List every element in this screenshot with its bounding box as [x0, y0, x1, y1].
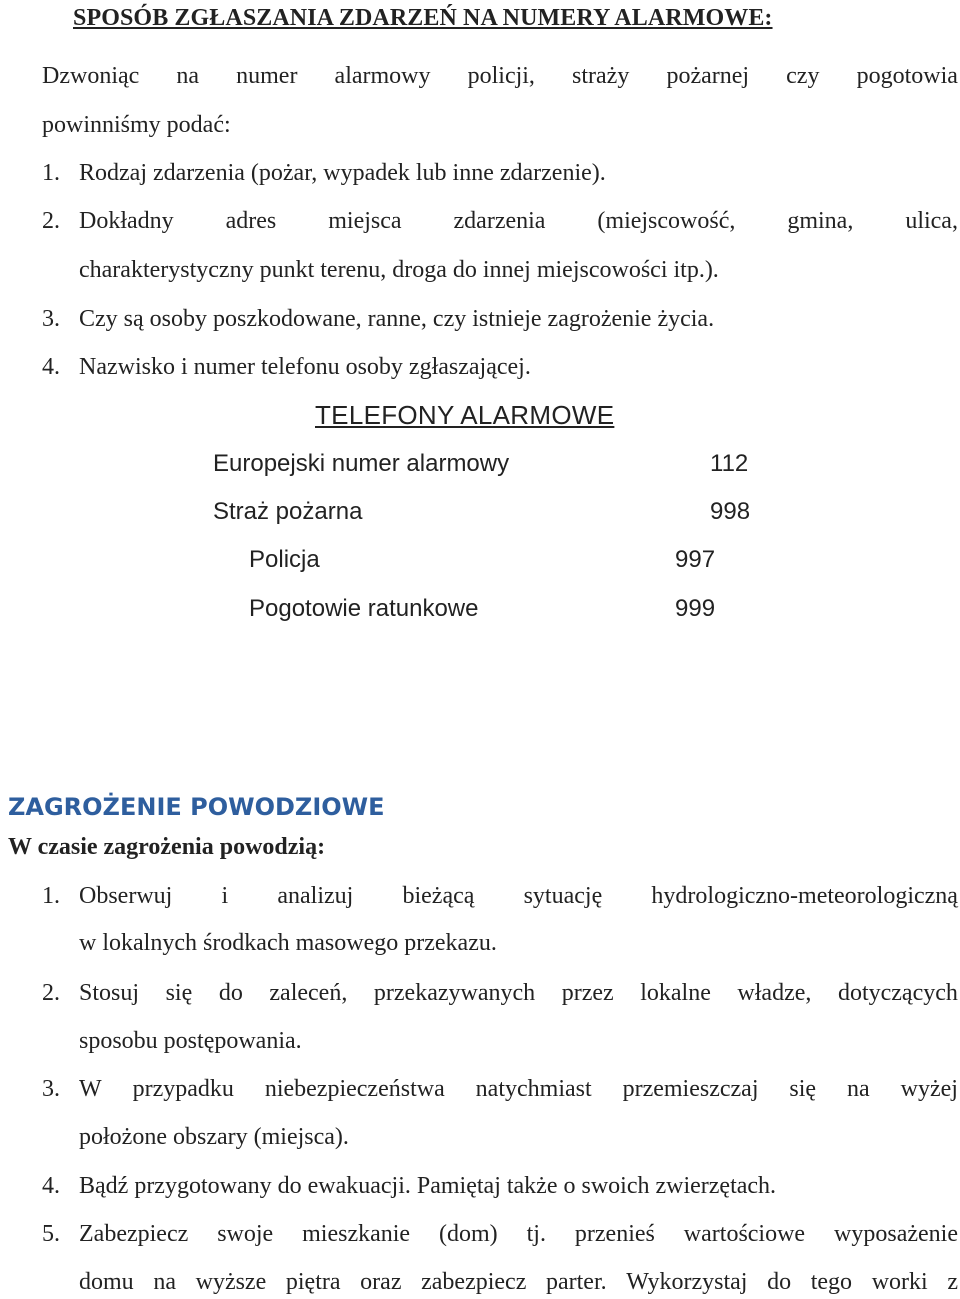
- list-word: tj.: [526, 1221, 546, 1247]
- list-word: się: [165, 980, 193, 1006]
- list-word: zaleceń,: [269, 980, 348, 1006]
- list-word: przez: [561, 980, 614, 1006]
- list-item-text: sposobu postępowania.: [79, 1028, 302, 1054]
- list-word: przypadku: [132, 1076, 234, 1102]
- list-number: 2.: [42, 980, 60, 1006]
- list-word: wyższe: [195, 1269, 267, 1295]
- list-word: ulica,: [905, 208, 958, 234]
- list-word: tego: [810, 1269, 853, 1295]
- list-word: władze,: [737, 980, 812, 1006]
- intro-word: pogotowia: [856, 63, 958, 89]
- list-word: Obserwuj: [79, 883, 173, 909]
- list-word: miejsca: [328, 208, 402, 234]
- flood-section-subtitle: W czasie zagrożenia powodzią:: [8, 834, 326, 860]
- list-word: natychmiast: [475, 1076, 592, 1102]
- phone-entry-name: Straż pożarna: [213, 498, 363, 525]
- phone-entry-number: 998: [710, 498, 751, 525]
- list-word: zdarzenia: [453, 208, 546, 234]
- list-word: na: [153, 1269, 176, 1295]
- list-word: (miejscowość,: [597, 208, 736, 234]
- list-item-text: charakterystyczny punkt terenu, droga do innej miejscowości itp.).: [79, 257, 719, 283]
- list-item-text: [79, 979, 958, 1007]
- list-word: Dokładny: [79, 208, 174, 234]
- list-word: przemieszczaj: [622, 1076, 759, 1102]
- list-number: 2.: [42, 208, 60, 234]
- phone-entry-name: Europejski numer alarmowy: [213, 450, 510, 477]
- intro-word: straży: [572, 63, 630, 89]
- list-number: 1.: [42, 883, 60, 909]
- list-item-text: [79, 1220, 958, 1248]
- list-word: Wykorzystaj: [626, 1269, 748, 1295]
- list-word: wartościowe: [683, 1221, 806, 1247]
- list-word: przenieś: [574, 1221, 655, 1247]
- phones-title: TELEFONY ALARMOWE: [315, 400, 615, 430]
- list-item-text: Rodzaj zdarzenia (pożar, wypadek lub inne zdarzenie).: [79, 160, 606, 186]
- page-title: SPOSÓB ZGŁASZANIA ZDARZEŃ NA NUMERY ALARMOWE:: [73, 5, 773, 31]
- list-word: piętra: [285, 1269, 341, 1295]
- list-word: do: [218, 980, 243, 1006]
- list-number: 3.: [42, 306, 60, 332]
- list-word: adres: [225, 208, 277, 234]
- intro-word: na: [176, 63, 200, 89]
- list-number: 5.: [42, 1221, 60, 1247]
- intro-word: pożarnej: [666, 63, 750, 89]
- list-word: Stosuj: [79, 980, 140, 1006]
- flood-section-title: ZAGROŻENIE POWODZIOWE: [8, 793, 385, 821]
- list-word: dotyczących: [837, 980, 958, 1006]
- list-word: domu: [79, 1269, 134, 1295]
- list-word: mieszkanie: [302, 1221, 411, 1247]
- list-word: analizuj: [277, 883, 354, 909]
- list-word: wyposażenie: [834, 1221, 958, 1247]
- intro-line-2: powinniśmy podać:: [42, 112, 231, 138]
- list-word: worki: [871, 1269, 928, 1295]
- intro-word: policji,: [467, 63, 535, 89]
- list-number: 4.: [42, 354, 60, 380]
- phone-entry-number: 999: [675, 595, 716, 622]
- intro-line-1: [42, 62, 958, 90]
- list-word: W: [79, 1076, 102, 1102]
- list-word: i: [221, 883, 229, 909]
- intro-word: Dzwoniąc: [42, 63, 140, 89]
- list-number: 1.: [42, 160, 60, 186]
- list-item-text: [79, 1075, 958, 1103]
- list-word: wyżej: [900, 1076, 958, 1102]
- list-word: przekazywanych: [373, 980, 536, 1006]
- list-word: oraz: [360, 1269, 402, 1295]
- list-word: Zabezpiecz: [79, 1221, 189, 1247]
- intro-word: numer: [236, 63, 298, 89]
- list-item-text: położone obszary (miejsca).: [79, 1124, 349, 1150]
- list-word: niebezpieczeństwa: [264, 1076, 445, 1102]
- list-word: gmina,: [787, 208, 854, 234]
- list-word: lokalne: [640, 980, 711, 1006]
- phone-entry-name: Pogotowie ratunkowe: [249, 595, 479, 622]
- list-item-text: w lokalnych środkach masowego przekazu.: [79, 930, 497, 956]
- list-word: zabezpiecz: [421, 1269, 527, 1295]
- list-item-text: Czy są osoby poszkodowane, ranne, czy istnieje zagrożenie życia.: [79, 306, 715, 332]
- list-word: (dom): [439, 1221, 498, 1247]
- list-word: swoje: [217, 1221, 274, 1247]
- list-item-text: Nazwisko i numer telefonu osoby zgłaszającej.: [79, 354, 531, 380]
- list-word: do: [767, 1269, 792, 1295]
- list-item-text: [79, 1268, 958, 1296]
- list-word: się: [789, 1076, 817, 1102]
- list-word: bieżącą: [402, 883, 475, 909]
- list-number: 3.: [42, 1076, 60, 1102]
- intro-word: czy: [786, 63, 820, 89]
- list-word: sytuację: [523, 883, 603, 909]
- phone-entry-number: 112: [710, 450, 749, 477]
- phone-entry-number: 997: [675, 546, 716, 573]
- list-item-text: [79, 882, 958, 910]
- list-word: na: [847, 1076, 870, 1102]
- list-word: parter.: [545, 1269, 607, 1295]
- list-item-text: Bądź przygotowany do ewakuacji. Pamiętaj także o swoich zwierzętach.: [79, 1173, 777, 1199]
- list-number: 4.: [42, 1173, 60, 1199]
- list-word: hydrologiczno-meteorologiczną: [651, 883, 958, 909]
- intro-word: alarmowy: [334, 63, 431, 89]
- phone-entry-name: Policja: [249, 546, 320, 573]
- list-item-text: [79, 207, 958, 235]
- list-word: z: [947, 1269, 958, 1295]
